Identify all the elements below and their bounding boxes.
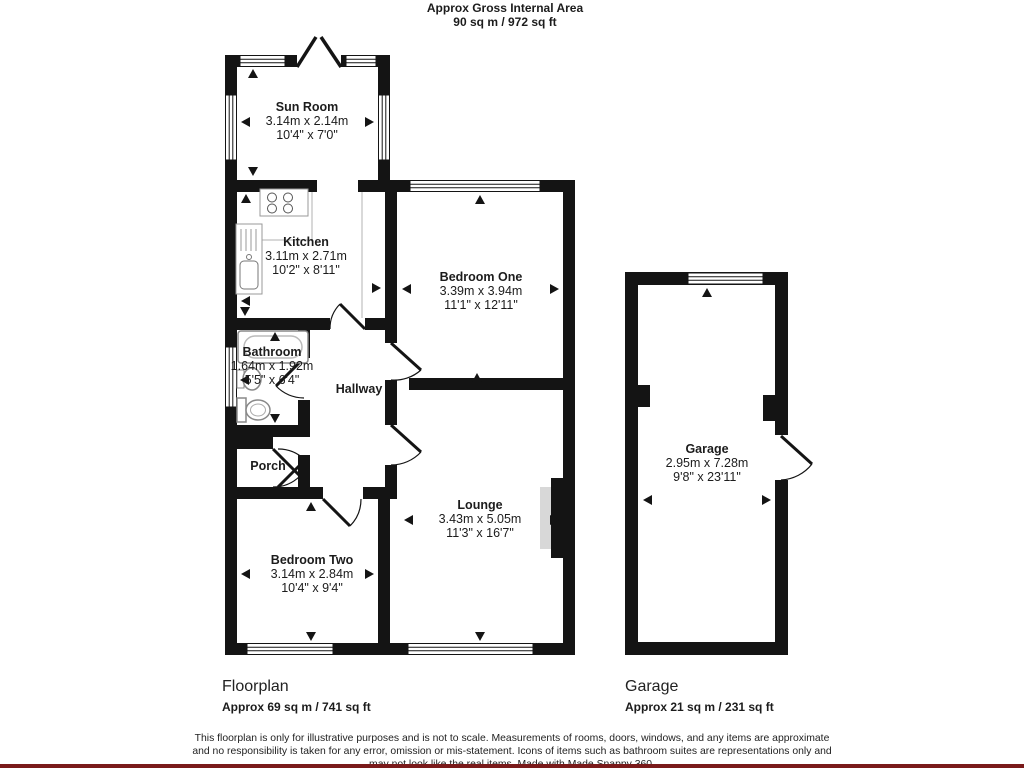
window-symbol <box>346 56 376 67</box>
room-metric: 1.64m x 1.92m <box>230 359 314 373</box>
window-symbol <box>247 644 333 655</box>
room-name: Lounge <box>457 498 503 512</box>
window-symbol <box>410 181 540 192</box>
disclaimer-line2: and no responsibility is taken for any error, omission or mis-statement. Icons of items such as bathroom suites are representations only and <box>192 745 832 757</box>
room-imperial: 10'4" x 9'4" <box>281 581 343 595</box>
room-name: Kitchen <box>283 235 329 249</box>
room-name: Bedroom Two <box>270 553 354 567</box>
room-metric: 3.14m x 2.84m <box>270 567 354 581</box>
door-arc <box>323 499 361 526</box>
header-line2: 90 sq m / 972 sq ft <box>453 15 557 29</box>
room-metric: 2.95m x 7.28m <box>665 456 749 470</box>
garage-title: Garage <box>625 678 679 695</box>
window-symbol <box>379 95 390 160</box>
garage-footer <box>625 678 774 714</box>
window-symbol <box>226 95 237 160</box>
door-arc <box>391 343 421 380</box>
floorplan-area: Approx 69 sq m / 741 sq ft <box>222 700 371 714</box>
door-arc <box>391 425 421 465</box>
room-metric: 3.43m x 5.05m <box>438 512 522 526</box>
door-arc <box>330 304 365 329</box>
room-label-garage <box>666 442 749 484</box>
window-symbol <box>240 56 285 67</box>
floorplan-title: Floorplan <box>222 678 289 695</box>
room-metric: 3.11m x 2.71m <box>265 249 347 263</box>
room-imperial: 5'5" x 6'4" <box>244 373 300 387</box>
room-name: Porch <box>250 459 286 473</box>
room-imperial: 11'1" x 12'11" <box>444 298 518 312</box>
bottom-accent-bar <box>0 764 1024 768</box>
fireplace-icon <box>539 478 575 558</box>
room-metric: 3.14m x 2.14m <box>265 114 349 128</box>
kitchen-sink-icon <box>236 224 262 294</box>
french-doors <box>297 37 341 67</box>
header-line1: Approx Gross Internal Area <box>426 1 584 15</box>
room-label-hallway <box>336 382 383 396</box>
room-name: Garage <box>685 442 729 456</box>
floorplan-footer <box>222 678 371 714</box>
room-imperial: 10'4" x 7'0" <box>276 128 338 142</box>
toilet-icon <box>237 398 270 422</box>
room-label-bathroom <box>231 345 314 387</box>
window-symbol <box>408 644 533 655</box>
door-arc <box>781 436 812 480</box>
room-imperial: 11'3" x 16'7" <box>446 526 514 540</box>
room-imperial: 10'2" x 8'11" <box>272 263 340 277</box>
room-name: Sun Room <box>275 100 339 114</box>
room-metric: 3.39m x 3.94m <box>439 284 523 298</box>
room-label-kitchen <box>265 235 347 277</box>
window-symbol <box>688 273 763 284</box>
garage-area: Approx 21 sq m / 231 sq ft <box>625 700 774 714</box>
room-name: Bedroom One <box>439 270 523 284</box>
room-name: Bathroom <box>242 345 302 359</box>
room-label-bedroom-two <box>271 553 354 595</box>
room-imperial: 9'8" x 23'11" <box>673 470 741 484</box>
disclaimer-text <box>192 733 831 768</box>
room-label-porch <box>250 459 285 473</box>
gross-internal-area-header <box>427 1 583 29</box>
room-name: Hallway <box>335 382 383 396</box>
hob-icon <box>260 189 308 216</box>
room-label-lounge <box>439 498 522 540</box>
disclaimer-line1: This floorplan is only for illustrative purposes and is not to scale. Measurements of rooms, doors, windows, and any items are approximate <box>194 733 830 744</box>
room-label-sun-room <box>266 100 349 142</box>
room-label-bedroom-one <box>440 270 523 312</box>
